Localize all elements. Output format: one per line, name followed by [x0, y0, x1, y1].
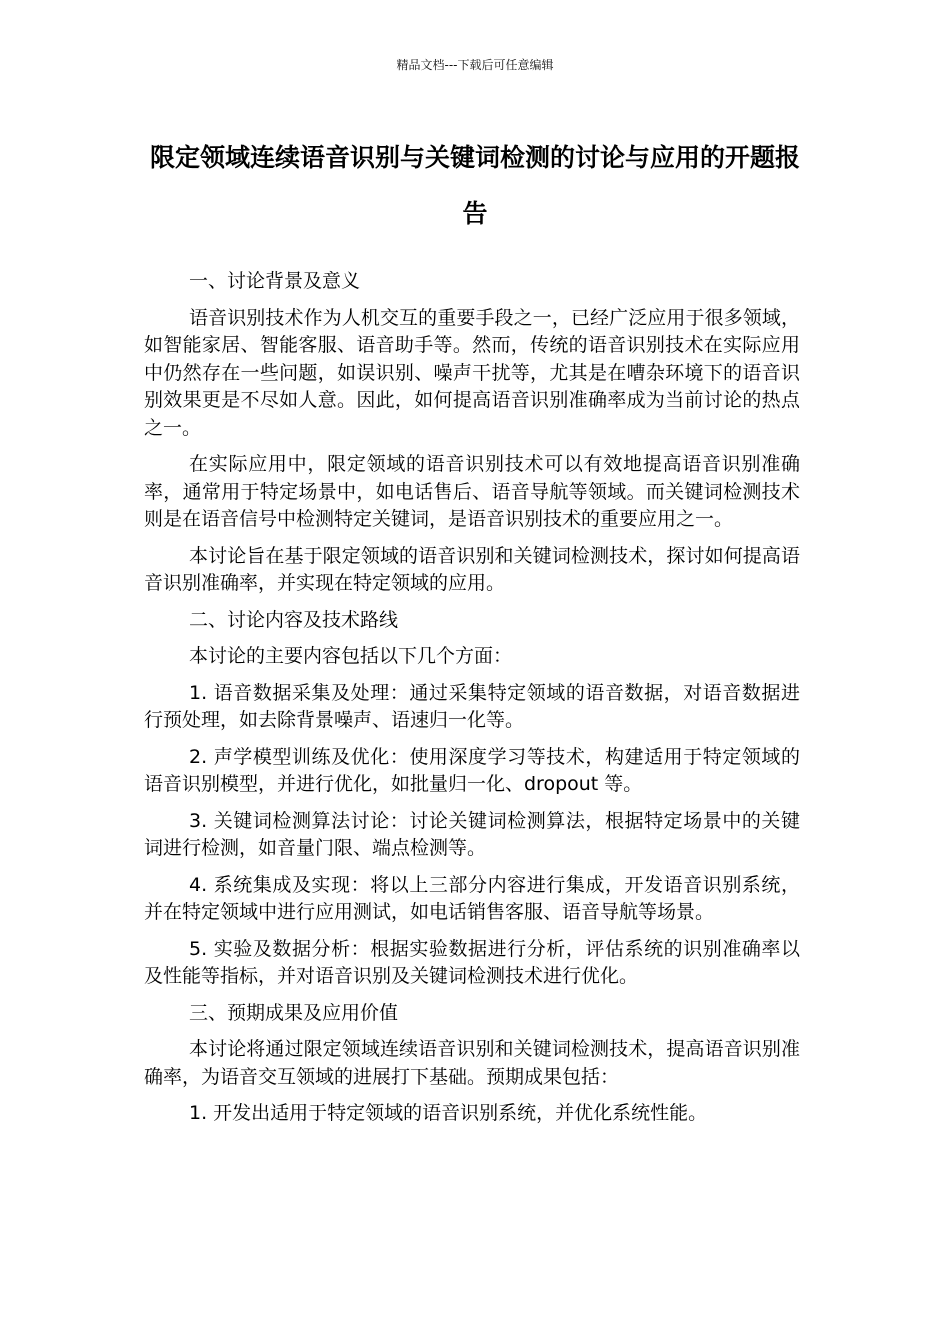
paragraph: 本讨论旨在基于限定领域的语音识别和关键词检测技术，探讨如何提高语音识别准确率，并实现在特定领域的应用。: [144, 544, 800, 594]
list-item: 3. 关键词检测算法讨论：讨论关键词检测算法，根据特定场景中的关键词进行检测，如音量门限、端点检测等。: [144, 809, 800, 859]
paragraph: 在实际应用中，限定领域的语音识别技术可以有效地提高语音识别准确率，通常用于特定场景中，如电话售后、语音导航等领域。而关键词检测技术则是在语音信号中检测特定关键词，是语音识别技术的重要应用之一。: [144, 453, 800, 530]
section-heading-2: 二、讨论内容及技术路线: [189, 608, 399, 631]
document-body: [144, 268, 800, 1137]
list-item: 5. 实验及数据分析：根据实验数据进行分析，评估系统的识别准确率以及性能等指标，并对语音识别及关键词检测技术进行优化。: [144, 937, 800, 987]
list-item: 1. 开发出适用于特定领域的语音识别系统，并优化系统性能。: [189, 1102, 708, 1124]
paragraph: 语音识别技术作为人机交互的重要手段之一，已经广泛应用于很多领域，如智能家居、智能客服、语音助手等。然而，传统的语音识别技术在实际应用中仍然存在一些问题，如误识别、噪声干扰等，尤其是在嘈杂环境下的语音识别效果更是不尽如人意。因此，如何提高语音识别准确率成为当前讨论的热点之一。: [144, 306, 800, 439]
document-title: 限定领域连续语音识别与关键词检测的讨论与应用的开题报告: [149, 143, 800, 228]
list-item: 2. 声学模型训练及优化：使用深度学习等技术，构建适用于特定领域的语音识别模型，并进行优化，如批量归一化、dropout 等。: [144, 745, 800, 795]
paragraph: 本讨论将通过限定领域连续语音识别和关键词检测技术，提高语音识别准确率，为语音交互领域的进展打下基础。预期成果包括：: [144, 1038, 800, 1088]
paragraph: 本讨论的主要内容包括以下几个方面：: [189, 645, 513, 667]
list-item: 1. 语音数据采集及处理：通过采集特定领域的语音数据，对语音数据进行预处理，如去除背景噪声、语速归一化等。: [144, 681, 800, 731]
section-heading-3: 三、预期成果及应用价值: [189, 1001, 399, 1024]
header-note: 精品文档---下载后可任意编辑: [396, 58, 554, 72]
list-item: 4. 系统集成及实现：将以上三部分内容进行集成，开发语音识别系统，并在特定领域中进行应用测试，如电话销售客服、语音导航等场景。: [144, 873, 800, 923]
section-heading-1: 一、讨论背景及意义: [189, 270, 361, 292]
